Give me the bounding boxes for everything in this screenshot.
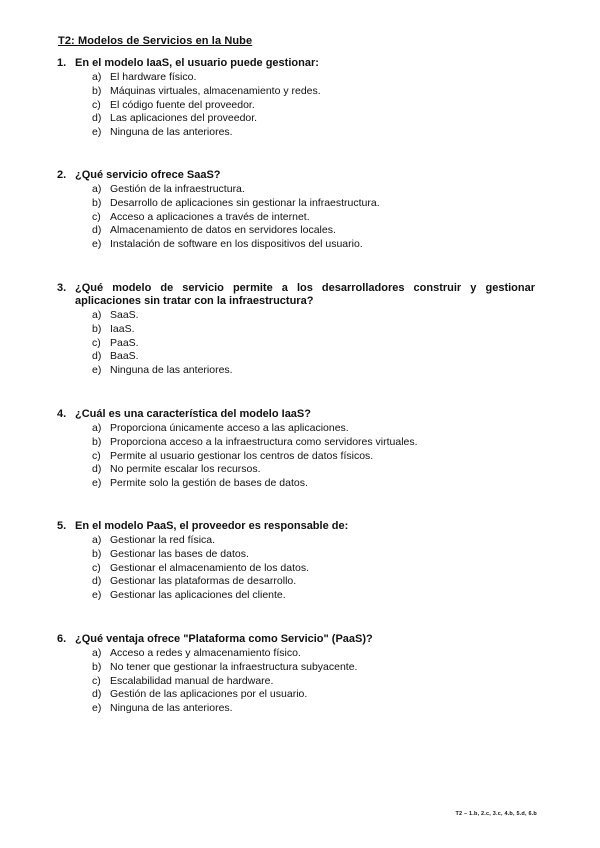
question-number: 6. xyxy=(57,633,67,645)
option-letter: b) xyxy=(92,547,102,560)
option-letter: c) xyxy=(92,449,101,462)
option-item xyxy=(57,183,535,197)
question-number: 3. xyxy=(57,282,67,294)
option-letter: e) xyxy=(92,477,102,490)
question-heading xyxy=(57,633,535,646)
option-text: Instalación de software en los dispositivos del usuario. xyxy=(110,238,363,251)
option-item xyxy=(57,688,535,702)
question-text: ¿Qué modelo de servicio permite a los desarrolladores construir y gestionar aplicaciones sin tratar con la infraestructura? xyxy=(75,282,535,307)
option-item xyxy=(57,647,535,661)
question-text: En el modelo IaaS, el usuario puede gestionar: xyxy=(75,57,319,69)
question-heading xyxy=(57,520,535,533)
option-list xyxy=(57,71,535,140)
option-text: Gestionar la red física. xyxy=(110,534,216,546)
option-item xyxy=(57,350,535,364)
option-item xyxy=(57,112,535,126)
option-text: IaaS. xyxy=(110,322,135,335)
option-list xyxy=(57,422,535,491)
option-text: Proporciona acceso a la infraestructura como servidores virtuales. xyxy=(110,435,418,448)
question-1 xyxy=(57,57,535,140)
option-letter: c) xyxy=(92,98,101,111)
option-list xyxy=(57,534,535,603)
option-text: Las aplicaciones del proveedor. xyxy=(110,112,258,125)
option-text: Ninguna de las anteriores. xyxy=(110,702,233,715)
option-item xyxy=(57,238,535,252)
question-number: 1. xyxy=(57,57,67,69)
question-4 xyxy=(57,408,535,491)
option-text: SaaS. xyxy=(110,309,139,321)
option-item xyxy=(57,364,535,378)
option-text: Gestión de la infraestructura. xyxy=(110,183,245,195)
option-item xyxy=(57,548,535,562)
option-text: Almacenamiento de datos en servidores locales. xyxy=(110,224,336,237)
option-item xyxy=(57,562,535,576)
answer-key-footer: T2 – 1.b, 2.c, 3.c, 4.b, 5.d, 6.b xyxy=(455,811,537,817)
option-letter: a) xyxy=(92,71,102,83)
option-letter: b) xyxy=(92,322,102,335)
option-item xyxy=(57,436,535,450)
option-text: Gestionar las aplicaciones del cliente. xyxy=(110,589,286,602)
question-number: 2. xyxy=(57,169,67,181)
question-3 xyxy=(57,282,535,378)
option-list xyxy=(57,309,535,378)
option-item xyxy=(57,702,535,716)
question-6 xyxy=(57,633,535,716)
question-number: 4. xyxy=(57,408,67,420)
option-item xyxy=(57,85,535,99)
option-letter: c) xyxy=(92,210,101,223)
option-letter: d) xyxy=(92,688,102,701)
option-item xyxy=(57,126,535,140)
option-letter: a) xyxy=(92,309,102,321)
option-text: Proporciona únicamente acceso a las aplicaciones. xyxy=(110,422,349,434)
option-text: Permite solo la gestión de bases de datos. xyxy=(110,477,308,490)
option-letter: c) xyxy=(92,674,101,687)
option-letter: a) xyxy=(92,183,102,195)
option-letter: e) xyxy=(92,702,102,715)
option-item xyxy=(57,99,535,113)
option-letter: a) xyxy=(92,534,102,546)
option-item xyxy=(57,211,535,225)
option-text: Gestionar las plataformas de desarrollo. xyxy=(110,575,297,588)
option-item xyxy=(57,463,535,477)
option-item xyxy=(57,661,535,675)
option-letter: c) xyxy=(92,336,101,349)
option-text: Permite al usuario gestionar los centros de datos físicos. xyxy=(110,449,374,462)
option-item xyxy=(57,675,535,689)
option-text: PaaS. xyxy=(110,336,139,349)
option-item xyxy=(57,323,535,337)
option-letter: b) xyxy=(92,84,102,97)
option-item xyxy=(57,589,535,603)
option-item xyxy=(57,450,535,464)
option-letter: c) xyxy=(92,561,101,574)
question-text: ¿Cuál es una característica del modelo IaaS? xyxy=(75,408,311,420)
option-text: Ninguna de las anteriores. xyxy=(110,364,233,377)
question-number: 5. xyxy=(57,520,67,532)
option-letter: d) xyxy=(92,112,102,125)
option-text: Gestionar el almacenamiento de los datos. xyxy=(110,561,310,574)
option-letter: e) xyxy=(92,126,102,139)
option-letter: a) xyxy=(92,422,102,434)
question-heading xyxy=(57,169,535,182)
option-item xyxy=(57,422,535,436)
option-text: El hardware físico. xyxy=(110,71,197,83)
question-text: En el modelo PaaS, el proveedor es responsable de: xyxy=(75,520,349,532)
option-item xyxy=(57,337,535,351)
question-5 xyxy=(57,520,535,603)
page-title: T2: Modelos de Servicios en la Nube xyxy=(58,35,253,47)
option-letter: e) xyxy=(92,238,102,251)
option-item xyxy=(57,534,535,548)
option-text: No tener que gestionar la infraestructura subyacente. xyxy=(110,660,358,673)
option-text: El código fuente del proveedor. xyxy=(110,98,255,111)
question-text: ¿Qué ventaja ofrece "Plataforma como Servicio" (PaaS)? xyxy=(75,633,373,645)
option-letter: e) xyxy=(92,589,102,602)
option-letter: a) xyxy=(92,647,102,659)
option-item xyxy=(57,309,535,323)
option-text: Acceso a redes y almacenamiento físico. xyxy=(110,647,301,659)
option-text: Gestionar las bases de datos. xyxy=(110,547,249,560)
option-text: Ninguna de las anteriores. xyxy=(110,126,233,139)
option-item xyxy=(57,71,535,85)
question-2 xyxy=(57,169,535,252)
option-item xyxy=(57,477,535,491)
option-item xyxy=(57,197,535,211)
option-item xyxy=(57,575,535,589)
option-text: Gestión de las aplicaciones por el usuario. xyxy=(110,688,308,701)
question-heading xyxy=(57,57,535,70)
option-text: Escalabilidad manual de hardware. xyxy=(110,674,274,687)
option-text: Máquinas virtuales, almacenamiento y redes. xyxy=(110,84,321,97)
option-letter: b) xyxy=(92,660,102,673)
option-letter: e) xyxy=(92,364,102,377)
option-item xyxy=(57,224,535,238)
option-letter: b) xyxy=(92,435,102,448)
option-text: Desarrollo de aplicaciones sin gestionar la infraestructura. xyxy=(110,196,380,209)
option-text: No permite escalar los recursos. xyxy=(110,463,261,476)
option-letter: d) xyxy=(92,575,102,588)
option-letter: d) xyxy=(92,350,102,363)
option-letter: b) xyxy=(92,196,102,209)
option-letter: d) xyxy=(92,463,102,476)
option-text: Acceso a aplicaciones a través de internet. xyxy=(110,210,310,223)
question-heading xyxy=(57,282,535,308)
option-letter: d) xyxy=(92,224,102,237)
option-text: BaaS. xyxy=(110,350,139,363)
question-text: ¿Qué servicio ofrece SaaS? xyxy=(75,169,221,181)
option-list xyxy=(57,183,535,252)
option-list xyxy=(57,647,535,716)
question-heading xyxy=(57,408,535,421)
